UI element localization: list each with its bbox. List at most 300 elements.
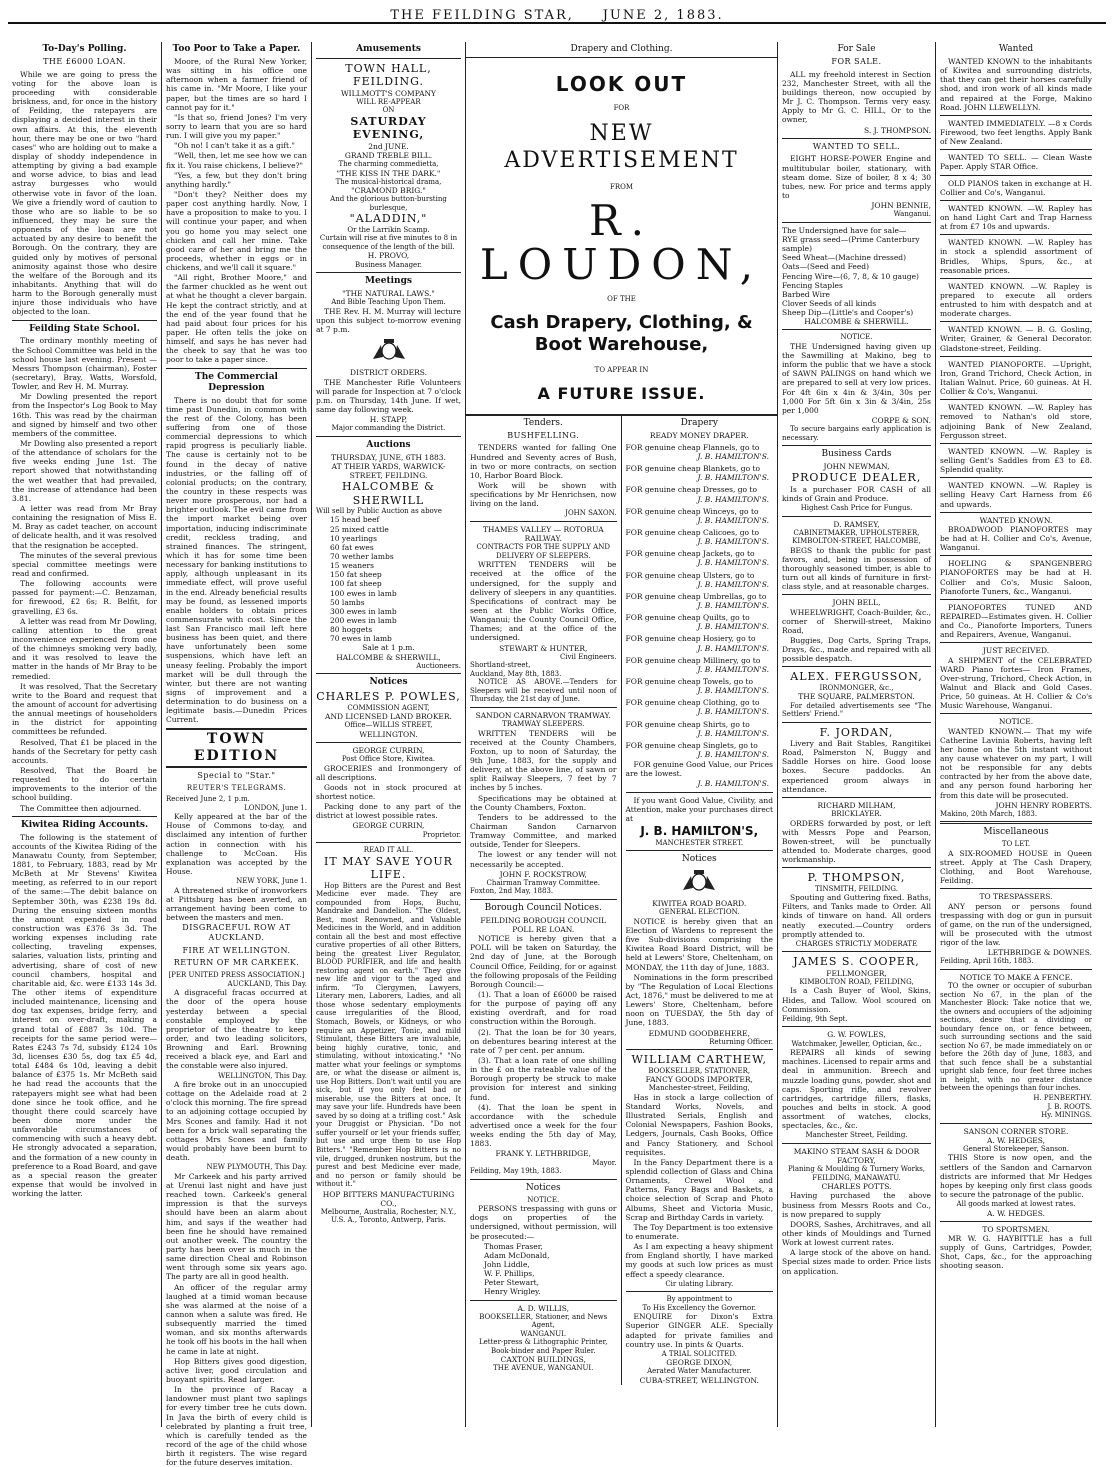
poor-para: "Don't they? Neither does my paper cost anything hardly. Now, I have a proposition to make to you. I will continue your paper, and when you go home you may select one chicken and call her mine. Take good care of her and bring me the proceeds, whether in eggs or in chickens, and we'll call it square.": [166, 189, 307, 273]
goods: Goods not in stock procured at shortest notice.: [316, 782, 461, 802]
ro: Returning Officer.: [709, 1037, 773, 1046]
stock-list: [316, 515, 461, 643]
amusements-title: Amusements: [356, 44, 421, 54]
notice: NOTICE.: [527, 1195, 560, 1204]
thursday: THURSDAY, JUNE, 6TH 1883.: [331, 452, 446, 462]
from-label: FROM: [609, 182, 634, 191]
row-text: A disgraceful fracas occurred at the door of the opera house yesterday between a special constable employed by the proprietor of the theatre to keep order, and two leading solicitors, Browning and Earl. Browning received a black eye, and Earl and the constable were also injured.: [166, 988, 307, 1071]
wife: WANTED KNOWN.— That my wife Catherine Lavinia Roberts, having left her home on the 5th instant without any cause whatever on my part, I will not be responsible for any debts contracted by her from the above date, and any person found harboring her from this date will be prosecuted.: [940, 726, 1092, 800]
shortland: Shortland-street,: [470, 661, 531, 670]
places: Melbourne, Australia, Rochester, N.Y., U.S. A., Toronto, Antwerp, Paris.: [320, 1207, 457, 1225]
sport: TO SPORTSMEN.: [982, 1224, 1050, 1234]
drama: The musical-historical drama,: [335, 177, 442, 186]
iron: IRONMONGER, &c.,: [819, 683, 894, 692]
drapery-item-line: FOR genuine cheap Dresses, go to: [625, 485, 757, 495]
hall-title: TOWN HALL, FEILDING.: [345, 61, 432, 89]
kiwitea-para: The following is the statement of accounts of the Kiwitea Riding of the Manawatu County, from September, 1881, to February, 1883, read by Mr McBeth at Mr Stevens' Kiwitea meeting, as referred to in our report of the same:—The debit balance on September 30th, was £238 19s 8d. During the ensuing sixteen months the amount expended in road construction was £376 3s 3d. The working expenses including rate collecting, traveling expenses, salaries, valuation lists, printing and advertising, share of cost of new council chambers, hospital and charitable aid, &c. were £133 14s 3d. The other items of expenditure included maintenance, licensing and dog tax expenses, bridge ferry, and interest on over-draft, making a grand total of £887 3s 10d. The receipts for the same period were—Rates £243 7s 7d, subsidy £124 10s 3d, licenses £30 5s, dog tax £5 4d, total £484 6s 10d, leaving a debit balance of £375 1s. Mr McBeth said he had read the accounts that the ratepayers might see what had been done since he took office, and he thought there could scarcely have been done more under the unfavorable circumstances of commencing with such a heavy debt. He strongly advocated a separation, and the formation of a new county in preference to a Road Board, and gave as a special reason the greater expense that would be involved in working the latter.: [12, 832, 157, 1199]
work: Work will be shown with specifications by Mr Henrichsen, now living on the land.: [470, 481, 617, 509]
thompson: P. THOMPSON,: [807, 871, 906, 885]
drapery-item-line: FOR genuine cheap Quilts, go to: [625, 613, 750, 623]
school-para: Resolved, That the Board be requested to do certain improvements to the interior of the school building.: [12, 765, 157, 803]
stock-item: 300 ewes in lamb: [330, 606, 397, 616]
special-star: Special to "Star.": [197, 770, 276, 780]
engine: EIGHT HORSE-POWER Engine and multitubular boiler, stationary, with steam dome. Size of boiler, 8 x 4; 30 tubes, new. For price and terms apply to: [782, 154, 931, 201]
tramtext: WRITTEN TENDERS will be received at the County Chambers, Foxton, up to noon of Saturday, the 9th June, 1883, for the supply and delivery, at the above line, of sawn or split Railway Sleepers, 7 feet by 7 inches by 5 inches.: [470, 728, 617, 793]
anyperson: ANY person or persons found trespassing with dog or gun in pursuit of game, on the run of the undersigned, will be prosecuted with the utmost rigor of the law.: [940, 901, 1092, 948]
wanted-ad-text: taken in exchange at H. Collier and Co's, Wanganui.: [940, 178, 1092, 197]
stock-item: 15 head beef: [330, 515, 380, 525]
fencetext: TO the owner or occupier of suburban section No 67, in the plan of the Manchester Block: Take notice that we, the owners and occupiers of the adjoining sections, desire that a dividing or boundary fence on, or fence between, such surrounding sections and the said section No 67, be made immediately on or before the 26th day of June, 1883, and that such fence shall be a substantial upright slab fence, four feet three inches in height, with no greater distance between the openings than four inches.: [940, 982, 1092, 1093]
drapery-item-line: FOR genuine cheap Clothing, go to: [625, 698, 760, 708]
curtain: Curtain will rise at five minutes to 8 in consequence of the length of the bill.: [319, 234, 458, 251]
notice: NOTICE.: [840, 333, 873, 342]
aerated: Aerated Water Manufacturer.: [647, 1367, 752, 1376]
stock2: A large stock of the above on hand. Special sizes made to order. Price lists on application.: [782, 1248, 931, 1276]
wanted-ad-heading: WANTED KNOWN.: [948, 203, 1028, 213]
name-item: Peter Stewart,: [484, 1278, 540, 1288]
caxton: CAXTON BUILDINGS,: [500, 1355, 586, 1365]
drapery-item-sig: J. B. HAMILTON'S.: [697, 600, 769, 610]
yards: AT THEIR YARDS, WARWICK-STREET, FEILDING.: [331, 461, 446, 480]
bushtext: TENDERS wanted for falling One Hundred and Seventy acres of Bush, in two or more contracts, on section 10, Harbor Board Block.: [470, 443, 617, 480]
mst: Manchester Street, Feilding.: [805, 1131, 908, 1140]
hop-text: Hop Bitters gives good digestion, active liver, good circulation and buoyant spirits. Read larger.: [166, 1356, 307, 1384]
wanted-ad-heading: WANTED KNOWN.: [948, 325, 1026, 335]
sandon: SANDON CARNARVON TRAMWAY.: [475, 710, 611, 720]
dateline: NEW YORK, June 1.: [236, 877, 307, 886]
drapery-item-sig: J. B. HAMILTON'S.: [697, 515, 769, 525]
press: Letter-press & Lithographic Printer, Book-binder and Paper Ruler.: [479, 1338, 608, 1355]
nb: NOTICE AS ABOVE.—Tenders for Sleepers will be received until noon of Thursday, the 21st day of June.: [470, 678, 617, 704]
bc-title: Business Cards: [821, 449, 892, 460]
gc: GEORGE CURRIN,: [352, 821, 425, 831]
dateline: LONDON, June 1.: [244, 803, 307, 812]
school-para: The following accounts were passed for payment:—C. Benzaman, for firewood, £2 6s; R. Belfit, for gravelling, £3 6s.: [12, 579, 157, 616]
on-label: ON: [382, 106, 395, 115]
stock-item: 15 weaners: [330, 561, 374, 571]
stock-item: 150 fat sheep: [330, 570, 382, 580]
polling-para: While we are going to press the voting for the above loan is proceeding with considerable briskness, and, for once in the history of Feilding, the ratepayers are displaying a decided interest in their own affairs. At this, the eleventh hour, there may be one or two "hard cases" who are holding out to make a display of shoddy independence in attempting by giving a bad example and worse advice, to bias and lead astray burgesses who would otherwise vote in favor of the loan. We give a friendly word of caution to those who are so liable to be so influenced, they may be sure the opponents of the loan are not actuated by any desire to benefit the Borough. On the contrary, they are guided only by motives of personal animosity against those who desire the welfare of the Borough and its inhabitants. Anything that will do harm to the Borough generally must injure those individuals who have objected to the loan.: [12, 69, 157, 317]
wanted-ad-text: —W. Rapley has on hand Light Cart and Trap Harness at from £7 10s and upwards.: [940, 203, 1092, 232]
tolet: TO LET.: [1001, 840, 1031, 849]
name-item: Adam McDonald,: [484, 1250, 550, 1260]
packing: Packing done to any part of the district at lowest possible rates.: [316, 802, 461, 821]
wanted-title: Wanted: [998, 44, 1034, 54]
auckland: Auckland, May 8th, 1883.: [470, 669, 562, 678]
house: A SIX-ROOMED HOUSE in Queen street. Apply at The Cash Drapery, Clothing, and Boot Warehouse, Feilding.: [940, 848, 1092, 886]
masthead-paper: THE FEILDING STAR,: [390, 8, 574, 23]
stock: Has in stock a large collection of Standard Works, Novels, and Illustrated Serials, English and Colonial Newspapers, Fashion Books, Ledgers, Journals, Cash Books, Office and Fancy Stationery, and School requisites.: [625, 1092, 773, 1157]
having: Having purchased the above business from Messrs Roots and Co., is now prepared to supply: [782, 1191, 931, 1219]
storekeeper: General Storekeeper, Sanson.: [963, 1144, 1069, 1153]
drapery-item: [626, 698, 774, 716]
store: THIS Store is now open, and the settlers of the Sandon and Carnarvon districts are informed that Mr Hedges hopes by keeping only first class goods to secure the patronage of the public.: [940, 1153, 1092, 1199]
reappear: WILL RE-APPEAR: [356, 97, 421, 106]
notices-title: Notices: [369, 677, 408, 688]
broadwood: BROADWOOD PIANOFORTES may be had at H. Collier and Co's, Avenue, Wanganui.: [940, 524, 1092, 553]
depression-title: The Commercial Depression: [195, 371, 278, 393]
wanted-ad-text: —W. Rapley is prepared to execute all orders entrusted to him with despatch and at moderate charges.: [940, 281, 1092, 319]
wanted-ad: [940, 447, 1092, 474]
ferguson: ALEX. FERGUSSON,: [790, 670, 923, 684]
wanted-ad-heading: WANTED KNOWN.: [948, 481, 1031, 491]
haybittle: MR W. G. HAYBITTLE has a full supply of Guns, Cartridges, Powder, Shot, Caps, &c., for the approaching shooting season.: [940, 1233, 1092, 1271]
wanted-ad-text: —Upright, Iron, Grand Trichord, Check Action, in Italian Walnut. Price, 60 guineas. At H. Collier & Co's, Wanganui.: [940, 359, 1092, 397]
milham: RICHARD MILHAM,: [817, 800, 896, 810]
wanted-ad: [940, 153, 1092, 171]
drapery-column: [622, 416, 778, 1385]
doors: DOORS, Sashes, Architraves, and all other kinds of Mouldings and Turned Work at lowest current rates.: [782, 1219, 931, 1248]
mstreet: MANCHESTER STREET.: [655, 838, 744, 847]
wanted-ad: [940, 481, 1092, 508]
drapery-item: [626, 549, 774, 567]
wanted-ad: [940, 204, 1092, 231]
mayor: Mayor.: [592, 1158, 617, 1167]
square: THE SQUARE, PALMERSTON.: [798, 692, 915, 702]
drapery-item-sig: J. B. HAMILTON'S.: [697, 728, 769, 738]
newman: JOHN NEWMAN,: [823, 462, 890, 472]
natural: "THE NATURAL LAWS.": [342, 289, 435, 299]
produce: PRODUCE DEALER,: [791, 471, 922, 485]
name-item: W. F. Phillips,: [484, 1269, 535, 1279]
school-para: Mr Dowling also presented a report of the attendance of scholars for the five weeks ending June 1st. The report showed that notwithstanding the wet weather that had prevailed, the increase of attendance had been 3.81.: [12, 439, 157, 503]
ready: READY MONEY DRAPER.: [649, 430, 749, 440]
name-item: Thomas Fraser,: [484, 1241, 543, 1251]
fdate: Feilding, May 19th, 1883.: [470, 1167, 562, 1176]
chair: Chairman Tramway Committee.: [486, 878, 601, 887]
stock-item: 100 fat sheep: [330, 579, 382, 589]
repairs: REPAIRS all kinds of sewing machines. Licensed to repair arms and deal in ammunition. Breech and muzzle loading guns, powder, shot and caps. Sporting rifle, and revolver cartridges, cartridge fillers, flasks, pouches and belts in stock. A good assortment of watches, clocks, spectacles, &c., &c.: [782, 1048, 931, 1131]
written: WRITTEN TENDERS will be received at the office of the undersigned, for the supply and delivery of sleepers in any quantities. Specifications of contract may be seen at the Public Works Office, Wanganui; the County Council Office, Thames; and at the office of the undersigned.: [470, 560, 617, 643]
drapery-item: [626, 656, 774, 674]
ntext: PERSONS trespassing with guns or dogs on properties of the undersigned, without permission, will be prosecuted:—: [470, 1204, 617, 1241]
poor-para: "Well, then, let me see how we can fix it. You raise chickens, I believe?": [166, 151, 307, 170]
dateline: AUCKLAND, This Day.: [227, 979, 307, 988]
fence: NOTICE TO MAKE A FENCE.: [959, 972, 1073, 982]
drapery-item-line: FOR genuine cheap Flannels, go to: [625, 442, 760, 452]
ramsey: D. RAMSEY,: [833, 519, 880, 529]
company: WILLMOTT'S COMPANY: [340, 88, 437, 98]
buggies: Buggies, Dog Carts, Spring Traps, Drays, &c., made and repaired with all possible despatch.: [782, 636, 931, 664]
jr: JUST RECEIVED.: [982, 646, 1050, 656]
hoeling: HOELING & SPANGENBERG PIANOFORTES may be had at H. Collier and Co's, Music Saloon, Pianoforte Tuners, &c., Wanganui.: [940, 559, 1092, 596]
telegrams-label: REUTER'S TELEGRAMS.: [186, 783, 287, 792]
wanted-ad-text: —W. Rapley is selling Gent's Saddles from £3 to £8. Splendid quality.: [940, 446, 1092, 475]
sale-item: RYE grass seed—(Prime Canterbury sample): [782, 234, 920, 254]
drapery-item-sig: J. B. HAMILTON'S.: [697, 452, 769, 461]
avenue: THE AVENUE, WANGANUI.: [493, 1364, 594, 1373]
drapery-item: [626, 741, 774, 759]
brig: "CRAMOND BRIG.": [351, 186, 426, 196]
major: Major commanding the District.: [331, 424, 446, 433]
comedietta: The charming commedietta,: [338, 160, 439, 169]
sale-item: Sheep Dip—(Little's and Cooper's): [782, 308, 914, 318]
poor-para: "All right, Brother Moore," and the farmer chuckled as he went out at what he thought a clever bargain. He kept the contract strictly, and at the end of the year found that he had paid about four prices for his paper. He often tells the joke on himself, and says he has never had the cheek to say that he was too poor to take a paper since.: [166, 273, 307, 365]
name-item: Henry Wrigley.: [484, 1287, 541, 1297]
sale-item: Fencing Wire—(6, 7, 8, & 10 gauge): [782, 271, 919, 281]
column-2: [162, 42, 312, 1467]
tenders-title: Tenders.: [523, 417, 563, 428]
town-edition-title: TOWN EDITION: [166, 728, 307, 768]
sj: S. J. THOMPSON.: [863, 125, 931, 135]
postoffice: Post Office Store, Kiwitea.: [341, 755, 436, 764]
column-4: [466, 42, 778, 1427]
sale-item: Seed Wheat—(Machine dressed): [782, 253, 907, 263]
watch: Watchmaker, Jeweller, Optician, &c.,: [791, 1039, 922, 1048]
drapery-item: [626, 528, 774, 546]
forsale2: FOR SALE.: [831, 56, 882, 66]
royal-crest-icon: [626, 868, 774, 896]
provo: H. PROVO,: [367, 251, 410, 261]
wanted-ad-heading: WANTED KNOWN.: [948, 281, 1031, 291]
jbh: J. B. HAMILTON'S,: [640, 823, 759, 838]
spouting: Spouting and Guttering fixed. Baths, Filters, and Tanks made to Order. All kinds of tinware on hand. All orders neatly executed.—Country orders promptly attended to.: [782, 893, 931, 939]
poll: POLL RE LOAN.: [512, 925, 575, 935]
wanted-ad-text: to the inhabitants of Kiwitea and surrounding districts, that they can get their horses carefully shod, and iron work of all kinds made and repaired at the Forge, Makino Road. JOHN LLEWELLYN.: [940, 56, 1092, 112]
drapery-item-sig: J. B. HAMILTON'S.: [697, 643, 769, 653]
drapery-item: [626, 720, 774, 738]
officer-text: An officer of the regular army laughed at a timid woman because she was alarmed at the noise of a cannon when a salute was fired. He subsequently married the timed woman, and six months afterwards he took off his boots in the hall when he came in late at night.: [166, 1282, 307, 1356]
auctions-title: Auctions: [366, 439, 411, 450]
library: Cir ulating Library.: [665, 1279, 734, 1288]
spec: Specifications may be obtained at the County Chambers, Foxton.: [470, 793, 617, 812]
wanted-ad-heading: WANTED KNOWN: [948, 56, 1023, 66]
return-title: RETURN OF MR CARKEEK.: [173, 958, 300, 968]
school-para: The ordinary monthly meeting of the School Committee was held in the school house last evening. Present — Messrs Thompson (chairman), Foster (secretary), Bray, Watts, Worsfold, Towler, and Rev H. M. Murray.: [12, 336, 157, 392]
drapery-item-sig: J. B. HAMILTON'S.: [697, 686, 769, 696]
for-label: FOR: [613, 104, 630, 113]
burlesque: And the glorious button-bursting burlesque,: [330, 195, 447, 212]
roots: J. B. ROOTS.: [1047, 1102, 1092, 1111]
plant-text: In the province of Racay a landowner must plant two saplings for every timber tree he cuts down. In Java the birth of every child is celebrated by planting a fruit tree, which is carefully tended as the record of the age of the child whose birth it registers. The wise regard for the future deserves imitation.: [166, 1385, 307, 1467]
goodbehere: EDMUND GOODBEHERE,: [648, 1028, 750, 1038]
krb: KIWITEA ROAD BOARD.: [652, 899, 747, 909]
sawmill: THE Undersigned having given up the Sawmilling at Makino, beg to inform the public that we have a stock of SAWN PALINGS on hand which we are prepared to sell at very low prices. For 4ft 6in x 4in & 3/4in, 30s per 1,000 For 5ft 6in x 3in & 3/4in, 25s per 1,000: [782, 341, 931, 415]
fancy: FANCY GOODS IMPORTER,: [645, 1075, 753, 1085]
bennie: JOHN BENNIE,: [871, 201, 931, 211]
bible: And Bible Teaching Upon Them.: [331, 298, 446, 307]
masthead: [8, 6, 1106, 24]
fancydept: In the Fancy Department there is a splendid collection of Glass and China Ornaments, Crewel Wool and Patterns, Fancy Bags and Baskets, a choice selection of Scrap and Photo Albums, Sheet and Victoria Music, Scrap and Birthday Cards in variety.: [625, 1157, 773, 1222]
masthead-date: JUNE 2, 1883.: [602, 8, 724, 23]
wanted-ad-heading: WANTED KNOWN.: [948, 238, 1028, 248]
halcombe: HALCOMBE & SHERWILL: [342, 480, 435, 507]
wanted-ad-heading: OLD PIANOS: [948, 178, 1002, 188]
rockstrow: JOHN F. ROCKSTROW,: [499, 869, 587, 879]
drapery-list: [626, 443, 774, 759]
gov: To His Excellency the Governor.: [642, 1303, 757, 1312]
drapery-title: Drapery: [680, 417, 718, 428]
sale-item: Clover Seeds of all kinds: [782, 298, 877, 308]
school-para: The Committee then adjourned.: [20, 803, 142, 813]
undersigned: The Undersigned have for sale—: [782, 225, 907, 235]
drapery-item-line: FOR genuine cheap Winceys, go to: [625, 506, 759, 516]
potts: CHARLES POTTS.: [821, 1182, 892, 1192]
drapery-item-sig: J. B. HAMILTON'S.: [697, 749, 769, 759]
sell: Will sell by Public Auction as above: [316, 506, 442, 515]
ship: As I am expecting a heavy shipment from England shortly, I have marked my goods at such low prices as must effect a speedy clearance.: [625, 1242, 773, 1279]
polltext: NOTICE is hereby given that a POLL will be taken on Saturday, the 2nd day of June, at the Borough Council Office, Feilding, for or against the following proposals of the Feilding Borough Council:—: [470, 934, 617, 989]
prop: (4). That the loan be spent in accordance with the schedule advertised once a week for the four weeks ending the 5th day of May, 1883.: [470, 1102, 617, 1149]
loudon-name: R. LOUDON,: [479, 196, 764, 290]
drapery-item: [626, 443, 774, 461]
drapery-item-sig: J. B. HAMILTON'S.: [697, 579, 769, 589]
drapery-section-title: Drapery and Clothing.: [570, 44, 673, 54]
received-line: Received June 2, 1 p.m.: [166, 795, 250, 804]
poor-para: Moore, of the Rural New Yorker, was sitting in his office one afternoon when a farmer friend of his came in. "Mr Moore, I like your paper, but the times are so hard I cannot pay for it.": [166, 56, 307, 112]
roberts: JOHN HENRY ROBERTS.: [995, 800, 1092, 810]
poor-title: Too Poor to Take a Paper.: [172, 44, 301, 54]
wanted-sell: WANTED TO SELL.: [812, 141, 901, 151]
agent: COMMISSION AGENT,: [347, 703, 430, 712]
life: IT MAY SAVE YOUR LIFE.: [324, 854, 453, 882]
minings: Hy. MININGS.: [1041, 1111, 1092, 1120]
toappear: TO APPEAR IN: [594, 365, 649, 374]
drapery-item: [626, 485, 774, 503]
june-date: 2nd JUNE.: [368, 141, 409, 151]
prop: (1). That a loan of £6000 be raised for the purpose of paying off any existing overdraft, and for road construction within the Borough.: [470, 990, 617, 1027]
wanted-ad-heading: WANTED PIANOFORTE.: [948, 359, 1053, 369]
poor-para: "Yes, a few, but they don't bring anything hardly.": [166, 170, 307, 189]
notices-title: Notices: [681, 854, 717, 865]
school-para: The minutes of the several previous special committee meetings were read and confirmed.: [12, 550, 157, 578]
tenders-drapery: [466, 414, 777, 1385]
planing: Planing & Moulding & Turnery Works, FEILDING, MANAWATU.: [787, 1165, 926, 1182]
fapr: Feilding, April 16th, 1883.: [940, 957, 1034, 966]
appt: By appointment to: [666, 1295, 733, 1304]
good: FOR genuine Good Value, our Prices are the lowest.: [625, 760, 773, 779]
name-item: John Liddle,: [484, 1259, 530, 1269]
lethbridge: FRANK Y. LETHBRIDGE,: [495, 1149, 592, 1159]
fire-title: FIRE AT WELLINGTON.: [182, 945, 291, 955]
dateline: WELLINGTON, This Day.: [218, 1071, 307, 1080]
purchaser: Is a purchaser FOR CASH of all kinds of Grain and Produce.: [782, 484, 931, 503]
jordan: F. JORDAN,: [819, 725, 894, 739]
drapery-item-line: FOR genuine cheap Ulsters, go to: [625, 570, 755, 580]
wanted-ad-text: — Clean Waste Paper. Apply STAR Office.: [940, 153, 1092, 172]
press-line: [PER UNITED PRESS ASSOCIATION.]: [168, 971, 305, 980]
school-title: Feilding State School.: [29, 323, 140, 334]
wanted-ad-heading: WANTED TO SELL.: [948, 153, 1032, 163]
tinsmith: TINSMITH, FEILDING.: [815, 884, 898, 893]
readit: READ IT ALL.: [363, 846, 414, 855]
cuba: CUBA-STREET, WELLINGTON.: [639, 1376, 759, 1385]
misc-title: Miscellaneous: [983, 827, 1049, 838]
rly: THAMES VALLEY — ROTORUA RAILWAY.: [482, 524, 604, 544]
drapery-item: [626, 464, 774, 482]
wanted-ad-text: — B. G. Gosling, Writer, Grainer, & General Decorator. Gladstone-street, Feilding.: [940, 325, 1092, 353]
prop: Proprietor.: [422, 830, 461, 839]
wanted-ad-heading: WANTED IMMEDIATELY.: [948, 118, 1048, 128]
notices-title: Notices: [525, 1182, 561, 1193]
dateline: NEW PLYMOUTH, This Day.: [206, 1163, 307, 1172]
tram: TRAMWAY SLEEPERS.: [502, 720, 585, 729]
sale-time: Sale at 1 p.m.: [362, 643, 415, 653]
kiwitea-title: Kiwitea Riding Accounts.: [20, 819, 149, 830]
shipment: A SHIPMENT of the CELEBRATED WARD Piano fortes— Iron Frames, Over-strung, Trichord, Check Action, in Walnut and Black and Gold Cases. Price, 50 guineas. At H. Collier & Co's Music Warehouse, Wanganui.: [940, 655, 1092, 711]
murray: THE Rev. H. M. Murray will lecture upon this subject to-morrow evening at 7 p.m.: [316, 306, 461, 335]
drapery-item-sig: J. B. HAMILTON'S.: [697, 494, 769, 504]
sale1: ALL my freehold interest in Section 232, Manchester Street, with all the buildings thereon, now occupied by Mr J. C. Thompson. Terms very easy. Apply to Mr G. C. HILL, Or to the owner,: [782, 69, 931, 125]
livery: Livery and Bait Stables, Rangitikei Road, Palmerston N, Buggy and Saddle Horses on hire. Good loose boxes. Secure paddocks. An experienced groom always in attendance.: [782, 739, 931, 794]
hs: HALCOMBE & SHERWILL,: [336, 652, 441, 662]
stock-item: 200 ewes in lamb: [330, 616, 397, 626]
lowest: The lowest or any tender will not necessarily be accepted.: [470, 850, 617, 869]
drapery-item-line: FOR genuine cheap Singlets, go to: [625, 740, 758, 750]
stock-item: 100 ewes in lamb: [330, 588, 397, 598]
rifles: THE Manchester Rifle Volunteers will parade for Inspection at 7 o'clock p.m. on Thursday, 14th June. If wet, same day following week.: [316, 377, 461, 414]
column-5: [778, 42, 936, 1427]
royal-crest-icon: [316, 337, 461, 365]
poor-para: "Is that so, friend Jones? I'm very sorry to learn that you are so hard run. I will give you my paper.": [166, 112, 307, 141]
sanson: SANSON CORNER STORE.: [963, 1126, 1069, 1136]
drapery-item: [626, 634, 774, 652]
names-list: [470, 1242, 617, 1297]
meetings-title: Meetings: [365, 276, 412, 287]
school-para: A letter was read from Mr Bray containing the resignation of Miss E. M. Bray as cadet teacher, on account of delicate health, and it was resolved that the resignation be accepted.: [12, 504, 157, 550]
currin: GEORGE CURRIN,: [352, 745, 425, 755]
begs: BEGS to thank the public for past favors, and, being in possession of thoroughly seasoned timber, is able to turn out all kinds of furniture in first-class style, and at reasonable charges.: [782, 545, 931, 592]
settlers: For detailed advertisements see "The Settlers' Friend.": [782, 701, 931, 719]
foxton: Foxton, 2nd May, 1883.: [470, 887, 554, 896]
row-title: DISGRACEFUL ROW AT AUCKLAND.: [182, 923, 291, 942]
powles: CHARLES P. POWLES,: [316, 690, 461, 704]
book: BOOKSELLER, Stationer, and News Agent,: [479, 1312, 608, 1330]
larrikin: Or the Larrikin Scamp.: [347, 225, 430, 234]
stock-item: 50 lambs: [330, 597, 365, 607]
stapp: H. STAPP,: [369, 415, 408, 425]
broker: AND LICENSED LAND BROKER.: [325, 712, 452, 722]
column-1: [8, 42, 162, 1427]
depression-para: There is no doubt that for some time past Dunedin, in common with the rest of the Colony, has been suffering from one of those commercial depressions to which rapid progress is peculiarly liable. The cause is certainly not to be found in the decay of native industries, or the falling off of colonial products; on the contrary, the country in these respects was never more prosperous, nor had a brighter outlook. The evil came from the import market being over importation, inducing indiscriminate credit, reckless trading, and strained finances. The stringent, which it has for some time been necessary for banking institutions to apply, although unpleasant in its immediate effect, will prove useful in the end. Already beneficial results may be found, as lessened imports enable holders to obtain prices commensurate with cost. Since the last San Francisco mail left here business has been quiet, and there have unfortunately been some suspensions, which have left an uneasy feeling. Probably the import market will be dull through the winter, but there are not wanting signs of improvement and a determination to do business on a legitimate basis.—Dunedin Prices Current.: [166, 395, 307, 725]
forsale-title: For Sale: [837, 44, 876, 54]
drapery-item-sig: J. B. HAMILTON'S.: [697, 537, 769, 547]
stock-item: 70 wether lambs: [330, 552, 394, 562]
groceries: GROCERIES and Ironmongery of all descriptions.: [316, 763, 461, 782]
telegram-text: A threatened strike of ironworkers at Pittsburg has been averted, an arrangement having been come to between the masters and men.: [166, 885, 307, 923]
polling-subtitle: THE £6000 LOAN.: [43, 56, 126, 66]
school-para: It was resolved, That the Secretary write to the Board and request that the amount of account for advertising the annual meetings of householders in the district for appointing committees be refunded.: [12, 681, 157, 737]
fungus: Highest Cash Price for Fungus.: [800, 504, 913, 513]
drapery-item: [626, 507, 774, 525]
bm: Business Manager.: [355, 260, 422, 269]
hamilton-sig: J. B. HAMILTON'S.: [697, 779, 769, 789]
drapery-item-line: FOR genuine cheap Hosiery, go to: [625, 634, 756, 644]
drapery-item: [626, 613, 774, 631]
fowles: G. W. FOWLES,: [827, 1030, 886, 1040]
sale-item: Oats—(Seed and Feed): [782, 262, 869, 272]
stock-item: 25 mixed cattle: [330, 524, 389, 534]
warehouse: Cash Drapery, Clothing, & Boot Warehouse,: [490, 311, 753, 355]
mak: Makino, 20th March, 1883.: [940, 809, 1038, 818]
wanted-ad-text: —W. Rapley is selling Heavy Cart Harness from £6 and upwards.: [940, 481, 1092, 509]
drapery-item-line: FOR genuine cheap Blankets, go to: [625, 464, 761, 474]
wanted-ad: [940, 403, 1092, 440]
drapery-item-line: FOR genuine cheap Shirts, go to: [625, 719, 750, 729]
carkeek-text: Mr Carkeek and his party arrived at Urenui last night and have just reached town. Carkeek's general impression is that the surveys should have been an alarm about him, and says if the weather had been fine he should have remained out another week. The country the party has been over is much in the same direction Cheal and Robinson went through some six years ago. The party are all in good health.: [166, 1171, 307, 1282]
sale-item: Barbed Wire: [782, 289, 830, 299]
fire-text: A fire broke out in an unoccupied cottage on the Adelaide road at 2 o'clock this morning. The fire spread to an adjoining cottage occupied by Mrs Scones and family. Had it not been for a brick wall separating the cottages Mrs Scones and family would probably have been burnt to death.: [166, 1080, 307, 1163]
auctioneers: Auctioneers.: [416, 661, 461, 670]
wheel: WHEELWRIGHT, Coach-Builder, &c., corner of Sherwill-street, Makino Road,: [782, 607, 931, 635]
stock-item: 60 fat ewes: [330, 542, 374, 552]
goods: All goods marked at lowest rates.: [956, 1200, 1076, 1209]
dixon: ENQUIRE for Dixon's Extra Superior GINGER ALE. Specially adapted for private families and country use. In pints & Quarts.: [625, 1312, 773, 1349]
hops-text: Hop Bitters are the Purest and Best Medicine ever made. They are compounded from Hops, Buchu, Mandrake and Dandelion. "The Oldest, Best, most Renowned, and Valuable Medicines in the World, and in addition contain all the best and most effective curative properties of all other Bitters, being the greatest Liver Regulator, BLOOD PURIFIER, and life and health restoring agent on earth." They give new life and vigor to the aged and infirm. "To Clergymen, Lawyers, Literary men, Laborers, Ladies, and all those whose sedentary employments cause irregularities of the Blood, Stomach, Bowels, or Kidneys, or who require an Appetizer, Tonic, and mild Stimulant, these Bitters are invaluable, being highly curative, tonic, and stimulating, without intoxicating." "No matter what your feelings or symptoms are, or what the disease or ailment is, use Hop Bitters. Don't wait until you are sick, but if you only feel bad or miserable, use the Bitters at once. It may save your life. Hundreds have been saved by so doing at a trifling cost." Ask your Druggist or Physician. "Do not suffer yourself or let your friends suffer, but use and urge them to use Hop Bitters." "Remember Hop Bitters is no vile, drugged, drunken nostrum, but the purest and best Medicine ever made, and no person or family should be without it.": [316, 881, 461, 1189]
wangt: Wanganui.: [893, 210, 931, 219]
wanted-ad: [940, 179, 1092, 197]
mfg: HOP BITTERS MANUFACTURING CO.,: [322, 1189, 455, 1208]
